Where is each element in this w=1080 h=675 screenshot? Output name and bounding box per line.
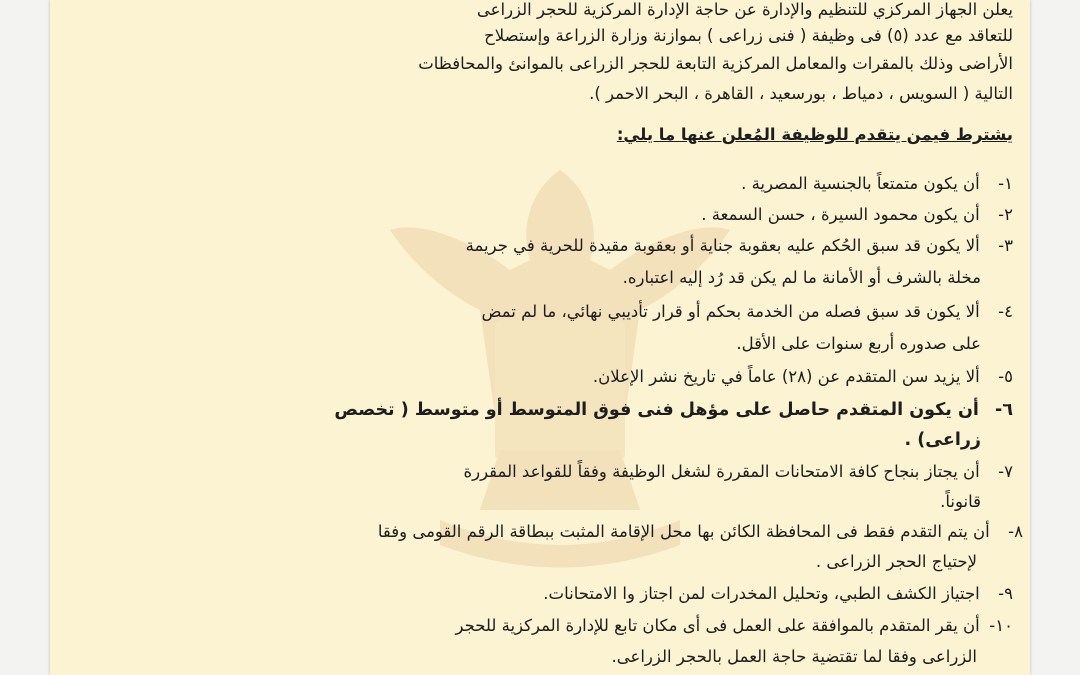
item-text: أن يجتاز بنجاح كافة الامتحانات المقررة لشغل الوظيفة وفقاً للقواعد المقررة	[463, 462, 980, 481]
item-text: ألا يكون قد سبق الحُكم عليه بعقوبة جناية أو بعقوبة مقيدة للحرية في جريمة	[465, 236, 980, 255]
list-item	[593, 365, 1013, 389]
list-item	[741, 172, 1013, 196]
item-number: ٩-	[998, 584, 1013, 603]
item-number: ٧-	[998, 462, 1013, 481]
item-number: ٢-	[998, 205, 1013, 224]
list-item	[334, 398, 1013, 422]
intro-line-3: الأراضى وذلك بالمقرات والمعامل المركزية التابعة للحجر الزراعى بالموانئ والمحافظات	[418, 54, 1013, 73]
intro-line-1: يعلن الجهاز المركزي للتنظيم والإدارة عن حاجة الإدارة المركزية للحجر الزراعى	[476, 0, 1013, 19]
item-text: اجتياز الكشف الطبي، وتحليل المخدرات لمن اجتاز وا الامتحانات.	[543, 584, 980, 603]
item-text: ألا يزيد سن المتقدم عن (٢٨) عاماً في تاريخ نشر الإعلان.	[592, 367, 980, 386]
item-text: أن يقر المتقدم بالموافقة على العمل فى أى مكان تابع للإدارة المركزية للحجر	[455, 616, 980, 635]
item-text: ألا يكون قد سبق فصله من الخدمة بحكم أو قرار تأديبي نهائي، ما لم تمض	[481, 302, 980, 321]
list-item	[463, 460, 1013, 484]
list-item	[701, 203, 1013, 227]
item-text: أن يتم التقدم فقط فى المحافظة الكائن بها محل الإقامة المثبت ببطاقة الرقم القومى وفقا	[377, 522, 990, 541]
item-continuation: قانوناً.	[940, 492, 981, 511]
item-continuation: الزراعى وفقا لما تقتضية حاجة العمل بالحجر الزراعى.	[611, 647, 977, 666]
item-number: ٥-	[998, 367, 1013, 386]
list-item	[482, 300, 1013, 324]
item-number: ٤-	[998, 302, 1013, 321]
item-continuation: مخلة بالشرف أو الأمانة ما لم يكن قد رُد إليه اعتباره.	[622, 268, 981, 287]
item-number: ٣-	[998, 236, 1013, 255]
intro-line-2: للتعاقد مع عدد (٥) فى وظيفة ( فنى زراعى ) بموازنة وزارة الزراعة وإستصلاح	[484, 26, 1013, 45]
item-number: ١-	[998, 174, 1013, 193]
item-text: أن يكون متمتعاً بالجنسية المصرية .	[741, 174, 980, 193]
list-item	[455, 614, 1013, 638]
intro-line-4: التالية ( السويس ، دمياط ، بورسعيد ، القاهرة ، البحر الاحمر ).	[589, 84, 1013, 103]
item-continuation: على صدوره أربع سنوات على الأقل.	[736, 334, 981, 353]
conditions-heading: يشترط فيمن يتقدم للوظيفة المُعلن عنها ما يلي:	[616, 125, 1013, 144]
item-text: أن يكون المتقدم حاصل على مؤهل فنى فوق المتوسط أو متوسط ( تخصص	[334, 400, 979, 420]
item-continuation: لإحتياج الحجر الزراعى .	[815, 552, 977, 571]
item-number: ٨-	[1008, 522, 1023, 541]
list-item	[466, 234, 1013, 258]
document-page	[50, 0, 1030, 675]
list-item	[378, 520, 1023, 544]
item-continuation: زراعى) .	[904, 430, 981, 450]
list-item	[543, 582, 1013, 606]
item-text: أن يكون محمود السيرة ، حسن السمعة .	[701, 205, 980, 224]
item-number: ٦-	[995, 400, 1013, 420]
item-number: ١٠-	[989, 616, 1013, 635]
